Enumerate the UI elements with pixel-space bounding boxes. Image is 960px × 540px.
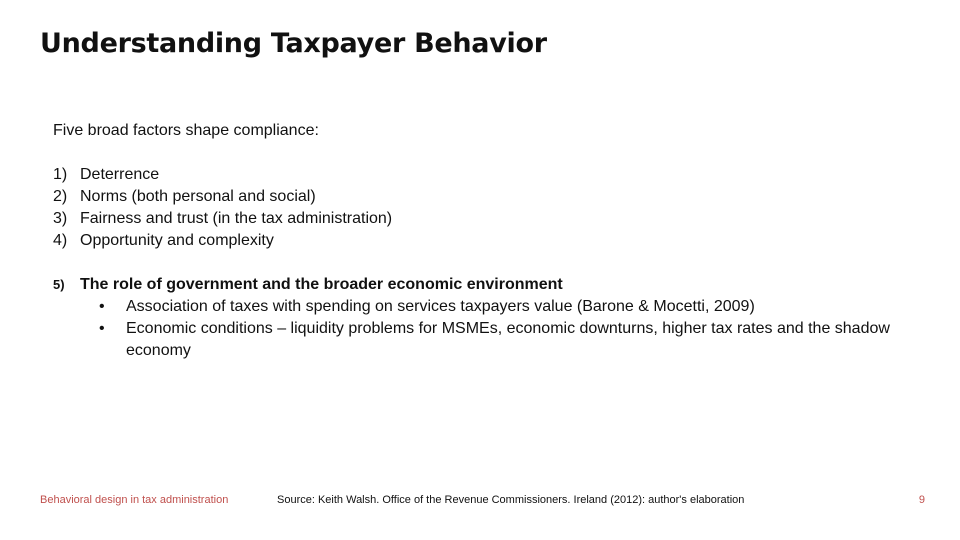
- list-number: 1): [53, 166, 68, 183]
- slide-body: [53, 120, 923, 362]
- list-item-label: Norms (both personal and social): [80, 188, 316, 205]
- list-item: [53, 208, 923, 230]
- factor-list: [53, 164, 923, 252]
- bullet-item: [99, 296, 923, 318]
- list-number: 5): [53, 277, 65, 292]
- list-number: 2): [53, 188, 68, 205]
- spacer: [53, 252, 923, 274]
- footer-deck-title: Behavioral design in tax administration: [40, 494, 229, 506]
- bullet-text: Association of taxes with spending on services taxpayers value (Barone & Mocetti, 2009): [126, 298, 755, 315]
- bullet-icon: •: [99, 298, 105, 315]
- factor-5-label: The role of government and the broader economic environment: [80, 276, 563, 293]
- factor-5-heading: [53, 274, 923, 296]
- list-number: 3): [53, 210, 68, 227]
- list-item: [53, 186, 923, 208]
- bullet-item: [99, 318, 923, 362]
- intro-text: Five broad factors shape compliance:: [53, 122, 319, 139]
- footer-source: Source: Keith Walsh. Office of the Revenue Commissioners. Ireland (2012): author's elaboration: [277, 494, 745, 506]
- bullet-icon: •: [99, 320, 105, 337]
- bullet-text: Economic conditions – liquidity problems for MSMEs, economic downturns, higher tax rates and the shadow economy: [126, 320, 890, 359]
- list-item-label: Opportunity and complexity: [80, 232, 274, 249]
- page-number: 9: [918, 494, 925, 506]
- list-item: [53, 230, 923, 252]
- slide-title: Understanding Taxpayer Behavior: [40, 28, 547, 59]
- list-item: [53, 164, 923, 186]
- list-item-label: Deterrence: [80, 166, 160, 183]
- list-item-label: Fairness and trust (in the tax administration): [80, 210, 393, 227]
- factor-5-bullets: [53, 296, 923, 362]
- list-number: 4): [53, 232, 68, 249]
